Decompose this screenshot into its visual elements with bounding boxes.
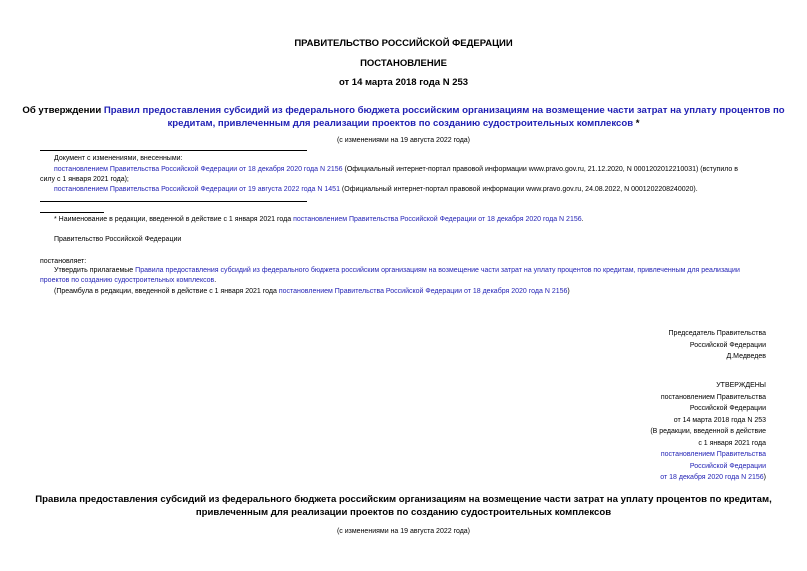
rules-amendment-note: (с изменениями на 19 августа 2022 года): [336, 528, 471, 535]
doc-title: [0, 104, 807, 117]
org-name: ПРАВИТЕЛЬСТВО РОССИЙСКОЙ ФЕДЕРАЦИИ: [294, 38, 513, 49]
rules-title: Правила предоставления субсидий из федерального бюджета российским организациям на возмещение части затрат на уплату процентов по кредитам,: [35, 494, 772, 505]
divider: [40, 201, 307, 202]
doc-type: ПОСТАНОВЛЕНИЕ: [360, 58, 447, 69]
signature-name: Д.Медведев: [726, 353, 766, 360]
decides-label: постановляет:: [40, 258, 87, 265]
change-link-1451[interactable]: постановлением Правительства Российской Федерации от 19 августа 2022 года N 1451: [54, 186, 340, 193]
preamble-note: (Преамбула в редакции, введенной в действие с 1 января 2021 года постановлением Правительства Российской Федерации от 18 декабря 2020 года N 2156): [54, 288, 570, 295]
changes-item-1-cont: силу с 1 января 2021 года);: [40, 176, 129, 183]
changes-intro: Документ с изменениями, внесенными:: [54, 155, 183, 162]
approve-paragraph-cont: проектов по созданию судостроительных комплексов.: [40, 277, 217, 284]
approved-heading: УТВЕРЖДЕНЫ: [716, 382, 766, 389]
title-footnote-mark: *: [633, 118, 640, 129]
changes-item-1: постановлением Правительства Российской Федерации от 18 декабря 2020 года N 2156 (Официальный интернет-портал правовой информации www.pravo.gov.ru, 21.12.2020, N 0001202012210031) (вступило в: [54, 166, 738, 173]
doc-title-line2: [0, 117, 807, 130]
title-rules-link-cont[interactable]: кредитам, привлеченным для реализации проектов по созданию судостроительных комплексов: [167, 118, 634, 129]
approved-link-1[interactable]: постановлением Правительства: [660, 451, 766, 458]
approved-link-3[interactable]: от 18 декабря 2020 года N 2156: [660, 474, 764, 481]
change-link-2156[interactable]: постановлением Правительства Российской Федерации от 18 декабря 2020 года N 2156: [54, 166, 343, 173]
signature-block: [669, 328, 766, 363]
doc-date-number: от 14 марта 2018 года N 253: [338, 77, 469, 88]
approve-rules-link-cont[interactable]: проектов по созданию судостроительных комплексов: [40, 277, 215, 284]
signature-position: Председатель Правительства: [668, 330, 766, 337]
government-label: Правительство Российской Федерации: [54, 236, 182, 243]
changes-item-2: постановлением Правительства Российской Федерации от 19 августа 2022 года N 1451 (Официальный интернет-портал правовой информации www.pravo.gov.ru, 24.08.2022, N 0001202208240020).: [54, 186, 698, 193]
title-rules-link[interactable]: Правил предоставления субсидий из федерального бюджета российским организациям на возмещение части затрат на уплату процентов по: [103, 105, 785, 116]
amendment-note: (с изменениями на 19 августа 2022 года): [336, 137, 471, 144]
footnote: * Наименование в редакции, введенной в действие с 1 января 2021 года постановлением Правительства Российской Федерации от 18 декабря 2020 года N 2156.: [54, 216, 584, 223]
rules-title-line2: привлеченным для реализации проектов по созданию судостроительных комплексов: [195, 507, 612, 518]
signature-country: Российской Федерации: [689, 341, 766, 349]
title-prefix: Об утверждении: [22, 105, 104, 116]
approved-block: УТВЕРЖДЕНЫ постановлением Правительства Российской Федерации от 14 марта 2018 года N 253 (В редакции, введенной в действие с 1 января 2021 года постановлением Правительства Российской Федерации от 18 декабря 2020 года N 2156): [650, 382, 766, 481]
approve-paragraph: Утвердить прилагаемые Правила предоставления субсидий из федерального бюджета российским организациям на возмещение части затрат на уплату процентов по кредитам, привлеченным для реализации: [54, 267, 740, 274]
footnote-link[interactable]: постановлением Правительства Российской Федерации от 18 декабря 2020 года N 2156: [293, 216, 582, 223]
approved-link-2[interactable]: Российской Федерации: [689, 462, 766, 470]
footnote-divider: [40, 212, 104, 213]
preamble-link[interactable]: постановлением Правительства Российской Федерации от 18 декабря 2020 года N 2156: [278, 288, 568, 295]
approve-rules-link[interactable]: Правила предоставления субсидий из федерального бюджета российским организациям на возмещение части затрат на уплату процентов по кредитам, привлеченным для реализации: [135, 267, 740, 274]
divider: [40, 150, 307, 151]
